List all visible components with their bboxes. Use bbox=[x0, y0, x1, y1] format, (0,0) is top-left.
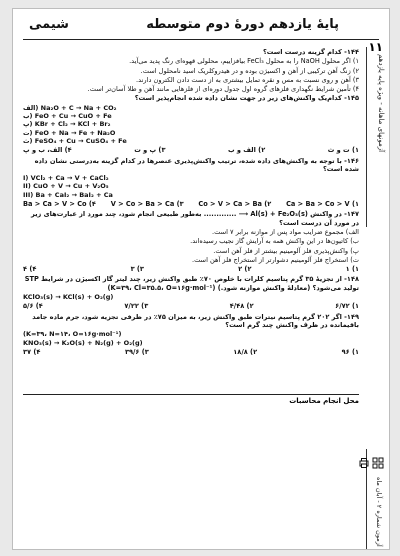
q147-choice-1[interactable]: ۱) ۱ bbox=[345, 265, 359, 274]
q145-choice-2[interactable]: ۲) الف و ب bbox=[227, 146, 266, 155]
q148-choice-2[interactable]: ۲) ۴/۴۸ bbox=[229, 302, 254, 311]
q147-choices bbox=[23, 265, 359, 273]
exam-page bbox=[12, 8, 390, 550]
question-148: ۱۴۸- از تجزیهٔ ۳۵ گرم پتاسیم کلرات با خلوص ۷۰٪ طبق واکنش زیر، چند لیتر گاز اکسیژن در شرایط STP تولید می‌شود؟ (معادلهٔ واکنش موازنه شود.) (K=۳۹، Cl=۳۵.۵، O=۱۶g·mol⁻¹) bbox=[24, 275, 359, 292]
q149-constants: (K=۳۹، N=۱۴، O=۱۶g·mol⁻¹) bbox=[23, 330, 122, 339]
footer-icons bbox=[358, 457, 384, 471]
q146-choice-3[interactable]: ۳) V > Co > Ba > Ca bbox=[110, 200, 184, 209]
question-144: ۱۴۴- کدام گزینه درست است؟ bbox=[262, 48, 359, 56]
q145-item-e: ث) FeSO₄ + Cu → CuSO₄ + Fe bbox=[23, 136, 127, 145]
q146-choice-4[interactable]: ۴) Ba > Ca > V > Co bbox=[23, 200, 96, 209]
q149-choice-2[interactable]: ۲) ۱۸/۸ bbox=[233, 347, 258, 356]
q148-choices bbox=[23, 302, 359, 310]
q148-choice-3[interactable]: ۳) ۷/۲۲ bbox=[124, 302, 149, 311]
q147-choice-3[interactable]: ۳) ۳ bbox=[130, 265, 144, 274]
calculation-area[interactable] bbox=[23, 394, 359, 423]
q145-choice-3[interactable]: ۳) پ و ت bbox=[134, 146, 166, 155]
q144-opt2[interactable]: ۲) زنگ آهن ترکیبی از آهن و اکسیژن بوده و در هیدروکلریک اسید نامحلول است. bbox=[140, 66, 359, 75]
q147-choice-4[interactable]: ۴) ۴ bbox=[23, 265, 37, 274]
q147-statement-a: الف) مجموع ضرایب مواد پس از موازنه برابر ۷ است. bbox=[212, 227, 359, 236]
page-number: ۱۱ bbox=[368, 40, 383, 54]
q147-choice-2[interactable]: ۲) ۲ bbox=[238, 265, 252, 274]
q144-opt3[interactable]: ۳) آهن و روی نسبت به مس و نقره تمایل بیشتری به از دست دادن الکترون دارند. bbox=[136, 75, 359, 84]
q146-choice-2[interactable]: ۲) Co > V > Ca > Ba bbox=[198, 200, 272, 209]
question-146: ۱۴۶- با توجه به واکنش‌های داده شده، ترتیب واکنش‌پذیری عنصرها در کدام گزینه به‌درستی نشان داده شده است؟ bbox=[34, 156, 359, 173]
grid-icon bbox=[372, 457, 384, 469]
q145-choices bbox=[23, 146, 359, 154]
q149-choices bbox=[23, 348, 359, 356]
q148-choice-4[interactable]: ۴) ۵/۶ bbox=[23, 302, 43, 311]
q146-choices bbox=[23, 200, 359, 208]
q145-choice-1[interactable]: ۱) ت و ث bbox=[327, 146, 359, 155]
q147-statement-d: ت) استخراج فلز آلومینیم دشوارتر از استخراج فلز آهن است. bbox=[191, 255, 359, 264]
page-heading: پایهٔ یازدهم دورهٔ دوم متوسطه bbox=[146, 17, 339, 32]
question-145: ۱۴۵- کدام‌یک واکنش‌های زیر در جهت نشان داده شده انجام‌پذیر است؟ bbox=[134, 94, 359, 103]
q145-choice-4[interactable]: ۴) الف، ب و پ bbox=[23, 146, 72, 155]
page-header bbox=[23, 15, 379, 39]
q144-opt1[interactable]: ۱) اگر محلول NaOH را به محلول FeCl₃ بیافزاییم، محلولی قهوه‌ای رنگ پدید می‌آید. bbox=[129, 57, 359, 66]
q144-opt4[interactable]: ۴) تأمین شرایط نگهداری فلزهای گروه اول جدول دوره‌ای از فلزهایی مانند آهن و طلا آسان‌تر است. bbox=[87, 85, 359, 94]
header-divider bbox=[23, 39, 379, 40]
q148-choice-1[interactable]: ۱) ۶/۷۲ bbox=[335, 302, 359, 311]
q145-item-c: پ) KBr + Cl₂ → KCl + Br₂ bbox=[23, 120, 111, 129]
q149-choice-3[interactable]: ۳) ۳۹/۶ bbox=[124, 347, 149, 356]
q145-item-b: ب) FeO + Cu → CuO + Fe bbox=[23, 112, 112, 121]
question-147: ۱۴۷- در واکنش Al(s) + Fe₂O₃(s) ⟶ ............. به‌طور طبیعی انجام شود، چند مورد از عبارت‌های زیر در مورد آن درست است؟ bbox=[30, 210, 359, 227]
calculation-area-label: محل انجام محاسبات bbox=[289, 397, 359, 405]
q146-item-3: III) Ba + CaI₂ → BaI₂ + Ca bbox=[23, 190, 113, 199]
q146-item-2: II) CuO + V → Cu + V₂O₅ bbox=[23, 182, 109, 191]
q147-statement-c: پ) واکنش‌پذیری فلز آلومینیم بیشتر از فلز آهن است. bbox=[213, 246, 359, 255]
q145-item-a: الف) Na₂O + C → Na + CO₂ bbox=[23, 103, 117, 112]
q149-equation: KNO₃(s) → K₂O(s) + N₂(g) + O₂(g) bbox=[23, 338, 143, 347]
questions-area bbox=[23, 47, 359, 358]
q146-item-1: I) VCl₂ + Ca → V + CaCl₂ bbox=[23, 174, 109, 183]
q149-choice-4[interactable]: ۴) ۳۷ bbox=[23, 347, 41, 356]
footer-text: آزمون شماره ۲ - آبان ماه bbox=[375, 477, 383, 547]
side-strip-text: آزمونهای ماهانه - ویژه پایه یازدهم bbox=[377, 54, 385, 153]
subject-title: شیمی bbox=[29, 17, 69, 32]
printer-icon bbox=[358, 457, 370, 469]
q146-choice-1[interactable]: ۱) Ca > Ba > Co > V bbox=[286, 200, 359, 209]
question-149: ۱۴۹- اگر ۲۰۲ گرم پتاسیم نیترات طبق واکنش زیر، به میزان ۷۵٪ در ظرفی تجزیه شود، جرم ماده جامد باقیمانده در ظرف واکنش چند گرم است؟ bbox=[32, 312, 359, 329]
q149-choice-1[interactable]: ۱) ۹۶ bbox=[341, 347, 359, 356]
q145-item-d: ت) FeO + Na → Fe + Na₂O bbox=[23, 128, 116, 137]
q147-statement-b: ب) کاتیون‌ها در این واکنش همه به آرایش گاز نجیب رسیده‌اند. bbox=[190, 237, 359, 246]
q148-equation: KClO₃(s) → KCl(s) + O₂(g) bbox=[23, 293, 114, 302]
